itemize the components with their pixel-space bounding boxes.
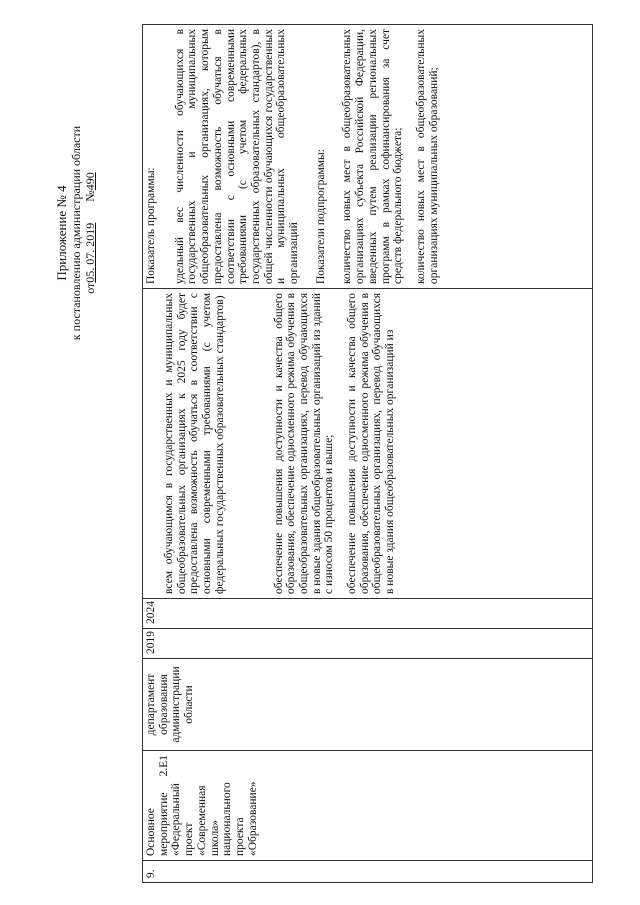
result-text-3: обеспечение повышения доступности и качества общего образования, обеспечение односменного режима обучения в общеобразовательных организациях, перевод обучающихся в новые здания общеобразовательных организаций из — [346, 293, 397, 594]
result-text-1: всем обучающимся в государственных и муниципальных общеобразовательных организациях к 2025 году будет предоставлена возможность обучаться в соответствии с основными современными требованиями (с учетом федеральных государственных образовательных стандартов) — [163, 293, 226, 594]
subprogram-indicator-text-1: количество новых мест в общеобразовательных организациях субъекта Российской Федерации, введенных путем реализации региональных программ в рамках софинансирования за счет средств федерального бюджета; — [341, 29, 405, 284]
from-label: от — [83, 282, 97, 294]
year-start: 2019 — [145, 631, 157, 654]
appendix-title: Приложение № 4 — [54, 185, 69, 281]
result-text-2: обеспечение повышения доступности и качества общего образования, обеспечение односменного режима обучения в общеобразовательных организациях, перевод обучающихся в новые здания общеобразовательных организаций из зданий с износом 50 процентов и выше; — [272, 293, 336, 594]
program-indicator-text: удельный вес численности обучающихся в государственных и муниципальных общеобразовательных организациях, которым предоставлена возможность обучаться в соответствии с основными современными требованиями (с учетом федеральных государственных образовательных стандартов), в общей численности обучающихся государственных и муниципальных общеобразовательных организаций — [173, 29, 301, 284]
subprogram-indicator-heading: Показатели подпрограммы: — [314, 149, 327, 284]
results-cell — [143, 289, 593, 599]
table-row — [143, 25, 593, 883]
row-number-cell — [143, 861, 593, 883]
year-end: 2024 — [145, 601, 157, 624]
program-table — [142, 24, 593, 883]
appendix-subtitle: к постановлению администрации области — [69, 125, 83, 341]
decree-number: 490 — [83, 172, 97, 191]
decree-date: 05. 07. 2019 — [83, 222, 97, 283]
subprogram-indicator-text-2: количество новых мест в общеобразовательных организациях муниципальных образований; — [414, 29, 440, 284]
decree-date-line — [83, 123, 97, 343]
event-cell — [143, 751, 593, 861]
row-number: 9. — [145, 869, 157, 878]
year-start-cell — [143, 629, 593, 659]
appendix-header — [55, 123, 97, 343]
indicators-cell — [143, 25, 593, 289]
program-indicator-heading: Показатель программы: — [145, 167, 157, 284]
executor-cell — [143, 659, 593, 751]
executor-name: департамент образования администрации области — [145, 666, 196, 743]
event-name: Основное мероприятие 2.Е1 «Федеральный проект «Современная школа» национального проекта «Образование» — [145, 755, 259, 856]
year-end-cell — [143, 599, 593, 629]
number-sign: № — [83, 190, 97, 202]
